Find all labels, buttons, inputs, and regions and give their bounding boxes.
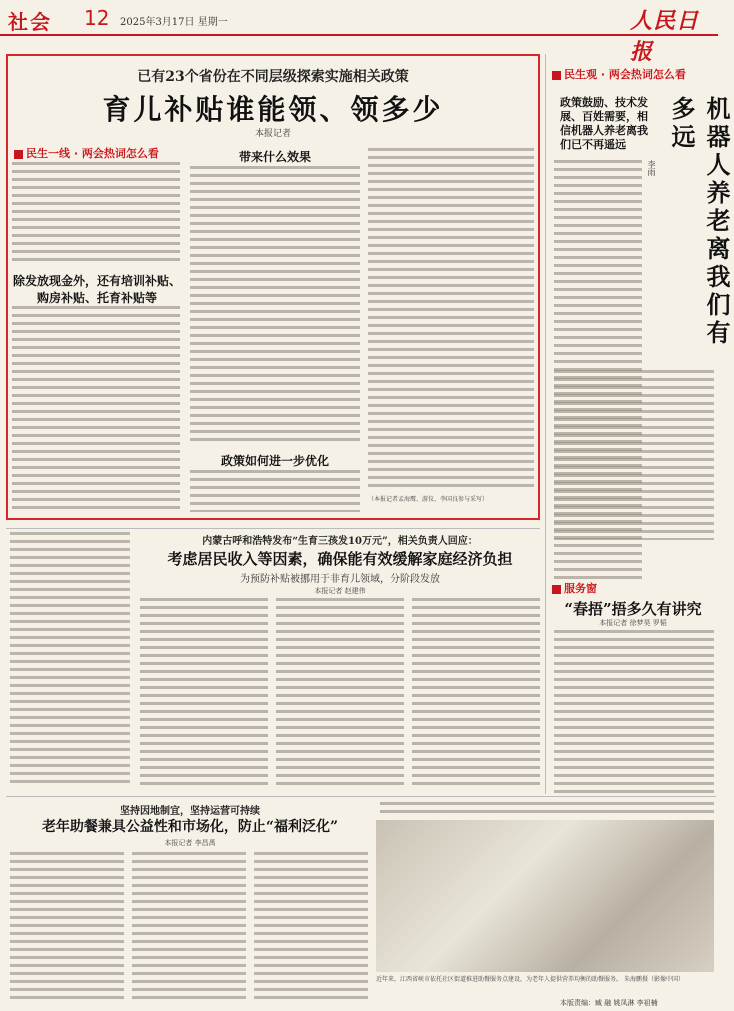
story3-subtitle: 坚持因地制宜，坚持运营可持续 xyxy=(120,806,260,817)
story2-text-col1 xyxy=(140,598,268,788)
lead-text-col1a xyxy=(12,162,180,266)
photo-caption-text: 近年来，江西省峡市依托社区街道推进助餐服务点建设，为老年人提供营养均衡的助餐服务。 xyxy=(376,976,623,983)
service-text-b xyxy=(380,802,714,816)
service-byline: 本报记者 徐梦昊 罗韬 xyxy=(599,619,667,627)
story3-text-col3 xyxy=(254,852,368,1002)
lead-kicker: 已有23个省份在不同层级探索实施相关政策 xyxy=(137,69,409,85)
photo-credit: 朱海鹏摄（影像中国） xyxy=(623,976,684,983)
lead-section-tag-label: 民生一线 · 两会热词怎么看 xyxy=(26,147,159,160)
lead-footnote: （本报记者孟海鹰、游仪、李国良参与采写） xyxy=(368,496,489,503)
lead-subhead-3: 政策如何进一步优化 xyxy=(220,454,329,468)
lead-text-col3 xyxy=(368,148,534,488)
lead-subhead-1-text: 除发放现金外，还有培训补贴、购房补贴、托育补贴等 xyxy=(12,274,181,305)
masthead-logo: 人民日报 xyxy=(630,8,700,65)
story3-text-col1 xyxy=(10,852,124,1002)
service-tag xyxy=(552,580,597,596)
lead-subhead-1 xyxy=(12,272,182,306)
right-deck: 政策鼓励、技术发展、百姓需要，相信机器人养老离我们已不再遥远 xyxy=(560,96,648,151)
right-column-title[interactable]: 机器人养老离我们有多远 xyxy=(667,96,731,348)
square-icon xyxy=(552,71,561,80)
service-tag-label: 服务窗 xyxy=(564,582,597,595)
right-section-tag-label: 民生观 · 两会热词怎么看 xyxy=(564,68,686,81)
story2-text-col2 xyxy=(276,598,404,788)
story2-deck: 为预防补贴被挪用于非育儿领域，分阶段发放 xyxy=(240,574,440,585)
page-number: 12 xyxy=(84,6,110,30)
service-title[interactable]: “春捂”捂多久有讲究 xyxy=(564,600,702,618)
lead-text-col1b xyxy=(12,306,180,512)
page-footer: 本版责编：臧 融 姚凤淋 李祖楠 xyxy=(560,999,658,1007)
right-text-b xyxy=(554,370,714,540)
issue-date: 2025年3月17日 星期一 xyxy=(120,17,228,28)
square-icon xyxy=(552,585,561,594)
lead-headline[interactable]: 育儿补贴谁能领、领多少 xyxy=(102,93,444,126)
divider-story2 xyxy=(6,528,540,529)
right-section-tag xyxy=(552,66,714,82)
story2-text-col3 xyxy=(412,598,540,788)
story2-byline: 本报记者 赵建伟 xyxy=(314,587,366,595)
lead-text-col2b xyxy=(190,470,360,512)
story3-text-col2 xyxy=(132,852,246,1002)
lead-section-tag xyxy=(14,145,159,161)
lead-text-col2a xyxy=(190,166,360,446)
service-text-a xyxy=(554,630,714,794)
lead-byline: 本报记者 xyxy=(254,129,291,139)
header-rule xyxy=(0,34,718,36)
story2-subtitle: 内蒙古呼和浩特发布“生育三孩发10万元”，相关负责人回应： xyxy=(202,536,478,547)
page-header xyxy=(0,0,718,65)
story3-byline: 本报记者 李昌禹 xyxy=(164,839,216,847)
right-column-author: 李雨 xyxy=(647,160,656,176)
story2-left-text xyxy=(10,532,130,788)
story2-headline[interactable]: 考虑居民收入等因素，确保能有效缓解家庭经济负担 xyxy=(167,550,513,568)
lead-subhead-2: 带来什么效果 xyxy=(238,150,311,164)
photo-caption xyxy=(376,976,714,984)
divider-story3 xyxy=(6,796,716,797)
elderly-dining-photo xyxy=(376,820,714,972)
story3-headline[interactable]: 老年助餐兼具公益性和市场化，防止“福利泛化” xyxy=(41,819,339,835)
square-icon xyxy=(14,150,23,159)
right-column-divider xyxy=(545,54,546,794)
section-name: 社会 xyxy=(8,10,52,34)
